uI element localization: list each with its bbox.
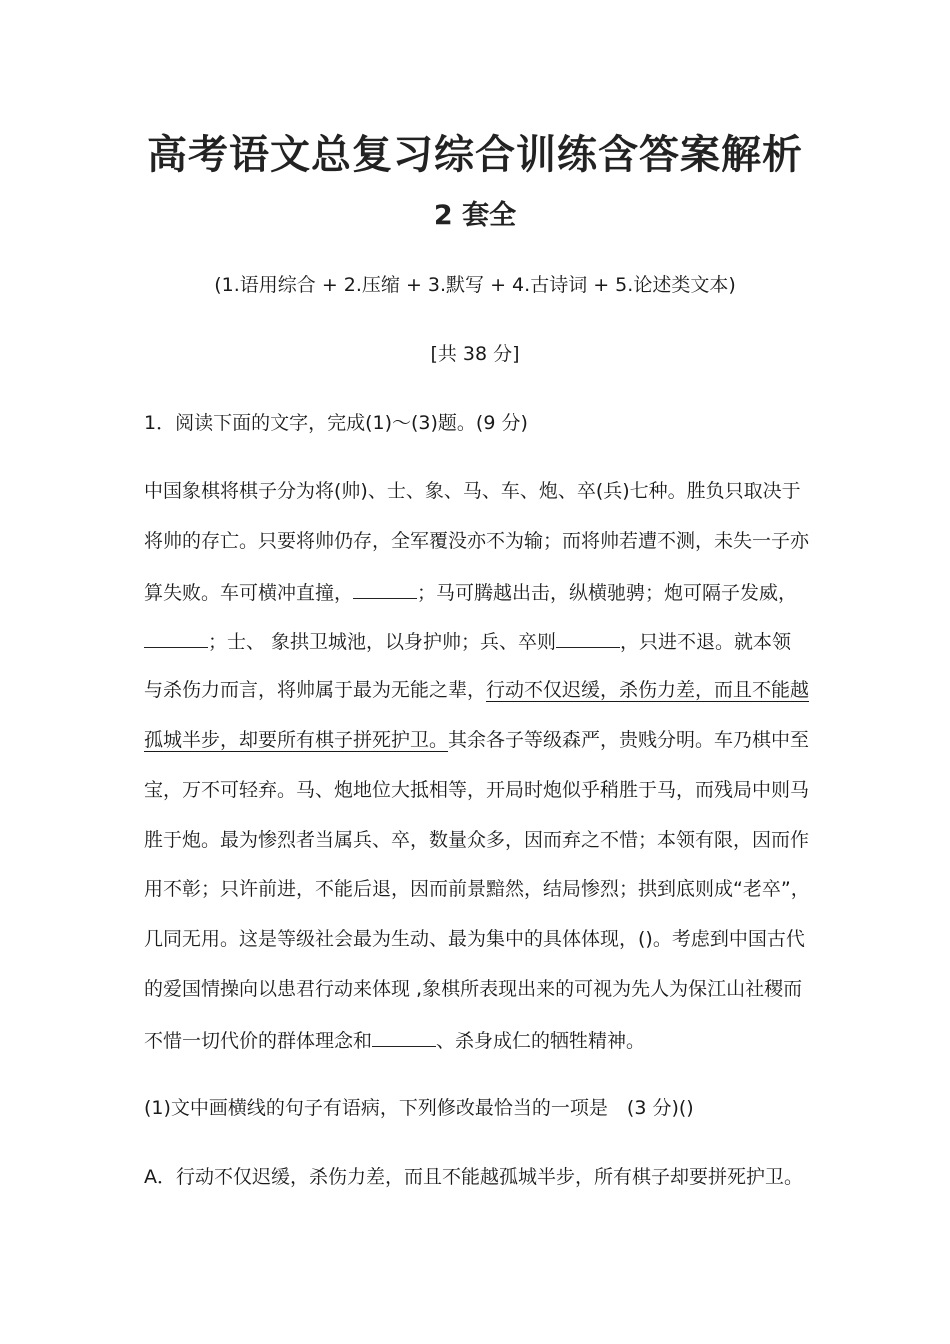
passage-line [144,675,810,725]
passage-text [144,625,791,675]
fill-blank [353,576,417,599]
fill-blank [372,1024,436,1047]
passage-text: 将帅的存亡。只要将帅仍存，全军覆没亦不为输；而将帅若遭不测，未失一子亦 [144,529,810,552]
passage-text [144,1024,645,1074]
option-a: A．行动不仅迟缓，杀伤力差，而且不能越孤城半步，所有棋子却要拼死护卫。 [144,1166,803,1188]
passage-text: 其余各子等级森严，贵贱分明。车乃棋中至 [448,728,810,751]
passage-text: 中国象棋将棋子分为将(帅)、士、象、马、车、炮、卒(兵)七种。胜负只取决于 [144,480,801,502]
underlined-sentence: 行动不仅迟缓，杀伤力差，而且不能越 [486,679,810,702]
passage-text [144,576,797,626]
passage-text: 与杀伤力而言，将帅属于最为无能之辈， [144,679,487,702]
passage-text: 宝，万不可轻弃。马、炮地位大抵相等，开局时炮似乎稍胜于马，而残局中则马 [144,778,810,801]
passage-line [144,725,810,775]
underlined-sentence: 孤城半步，却要所有棋子拼死护卫。 [144,728,449,751]
passage-text: 不惜一切代价的群体理念和 [144,1029,373,1052]
passage-line [144,974,810,1024]
passage-text: 的爱国情操向以患君行动来体现 ,象棋所表现出来的可视为先人为保江山社稷而 [144,977,803,1000]
reading-passage [144,476,810,1074]
passage-line [144,924,810,974]
passage-text: 、杀身成仁的牺牲精神。 [436,1029,646,1052]
question-1-heading: 1．阅读下面的文字，完成(1)～(3)题。(9 分) [144,412,528,434]
passage-text: ；士、 象拱卫城池，以身护帅；兵、卒则 [208,631,557,654]
passage-text: 算失败。车可横冲直撞， [144,581,354,604]
passage-text: ；马可腾越出击，纵横驰骋；炮可隔子发威， [417,581,798,604]
fill-blank [144,625,208,648]
document-scope: (1.语用综合 + 2.压缩 + 3.默写 + 4.古诗词 + 5.论述类文本) [214,274,736,296]
total-score: [共 38 分] [430,343,520,365]
sub-question-1: (1)文中画横线的句子有语病，下列修改最恰当的一项是 (3 分)() [144,1097,694,1119]
passage-text: 胜于炮。最为惨烈者当属兵、卒，数量众多，因而弃之不惜；本领有限，因而作 [144,828,810,851]
passage-line [144,874,810,924]
passage-line [144,775,810,825]
document-subtitle: 2 套全 [433,200,517,231]
document-title: 高考语文总复习综合训练含答案解析 [147,132,803,178]
passage-line [144,476,810,526]
passage-line [144,526,810,576]
fill-blank [556,625,620,648]
passage-text [144,725,809,775]
passage-text: 几同无用。这是等级社会最为生动、最为集中的具体体现，()。考虑到中国古代 [144,928,805,951]
passage-text [144,675,809,725]
passage-text: 用不彰；只许前进，不能后退，因而前景黯然，结局惨烈；拱到底则成“老卒”， [144,878,810,901]
passage-line [144,576,810,626]
passage-text: ，只进不退。就本领 [620,631,792,654]
passage-line [144,625,810,675]
passage-line [144,1024,810,1074]
passage-line [144,825,810,875]
